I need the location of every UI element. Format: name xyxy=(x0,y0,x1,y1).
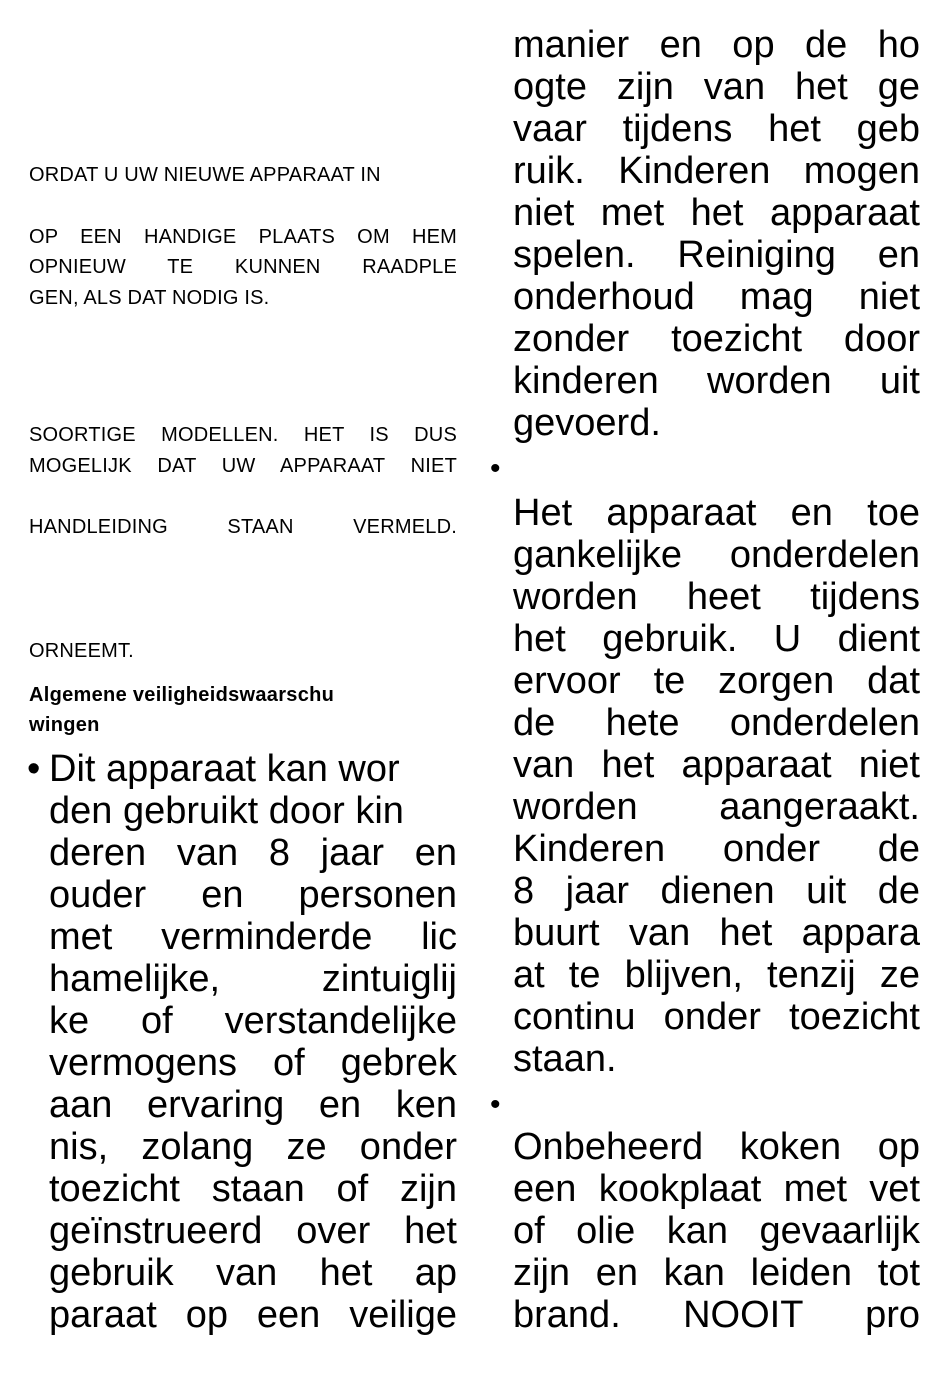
continuation-line: manier en op de ho xyxy=(513,24,920,66)
bullet-text-line: met verminderde lic xyxy=(49,916,457,958)
fragment-line: ORNEEMT. xyxy=(29,640,134,662)
bullet-text-line: 8 jaar dienen uit de xyxy=(513,870,920,912)
bullet-text-line: den gebruikt door kin xyxy=(49,790,404,832)
continuation-line: kinderen worden uit xyxy=(513,360,920,402)
bullet-text-line: de hete onderdelen xyxy=(513,702,920,744)
bullet-text-line: toezicht staan of zijn xyxy=(49,1168,457,1210)
heading-line: Algemene veiligheidswaarschu xyxy=(29,684,335,706)
bullet-text-line: continu onder toezicht xyxy=(513,996,920,1038)
bullet-text-line: hamelijke, zintuiglij xyxy=(49,958,457,1000)
bullet-text-line: zijn en kan leiden tot xyxy=(513,1252,920,1294)
continuation-line: onderhoud mag niet xyxy=(513,276,920,318)
bullet-text-line: staan. xyxy=(513,1038,617,1080)
bullet-text-line: nis, zolang ze onder xyxy=(49,1126,457,1168)
fragment-line: HANDLEIDING STAAN VERMELD. xyxy=(29,516,457,538)
continuation-line: ruik. Kinderen mogen xyxy=(513,150,920,192)
continuation-line: niet met het apparaat xyxy=(513,192,920,234)
fragment-line: OPNIEUW TE KUNNEN RAADPLE xyxy=(29,256,457,278)
continuation-line: ogte zijn van het ge xyxy=(513,66,920,108)
continuation-line: vaar tijdens het geb xyxy=(513,108,920,150)
bullet-icon: • xyxy=(27,748,41,790)
bullet-text-line: gebruik van het ap xyxy=(49,1252,457,1294)
bullet-text-line: Dit apparaat kan wor xyxy=(49,748,400,790)
continuation-line: spelen. Reiniging en xyxy=(513,234,920,276)
bullet-icon: • xyxy=(490,452,501,485)
bullet-text-line: ervoor te zorgen dat xyxy=(513,660,920,702)
bullet-icon: • xyxy=(490,1088,501,1121)
bullet-text-line: Kinderen onder de xyxy=(513,828,920,870)
fragment-line: SOORTIGE MODELLEN. HET IS DUS xyxy=(29,424,457,446)
fragment-line: GEN, ALS DAT NODIG IS. xyxy=(29,287,270,309)
bullet-text-line: at te blijven, tenzij ze xyxy=(513,954,920,996)
bullet-text-line: buurt van het appara xyxy=(513,912,920,954)
bullet-text-line: deren van 8 jaar en xyxy=(49,832,457,874)
bullet-text-line: Het apparaat en toe xyxy=(513,492,920,534)
fragment-line: OP EEN HANDIGE PLAATS OM HEM xyxy=(29,226,457,248)
continuation-line: zonder toezicht door xyxy=(513,318,920,360)
fragment-line: ORDAT U UW NIEUWE APPARAAT IN xyxy=(29,164,381,186)
bullet-text-line: ke of verstandelijke xyxy=(49,1000,457,1042)
bullet-text-line: gankelijke onderdelen xyxy=(513,534,920,576)
bullet-text-line: aan ervaring en ken xyxy=(49,1084,457,1126)
bullet-text-line: geïnstrueerd over het xyxy=(49,1210,457,1252)
bullet-text-line: worden aangeraakt. xyxy=(513,786,920,828)
bullet-text-line: of olie kan gevaarlijk xyxy=(513,1210,920,1252)
fragment-line: MOGELIJK DAT UW APPARAAT NIET xyxy=(29,455,457,477)
bullet-text-line: vermogens of gebrek xyxy=(49,1042,457,1084)
bullet-text-line: paraat op een veilige xyxy=(49,1294,457,1336)
bullet-text-line: ouder en personen xyxy=(49,874,457,916)
continuation-line: gevoerd. xyxy=(513,402,661,444)
bullet-text-line: een kookplaat met vet xyxy=(513,1168,920,1210)
bullet-text-line: van het apparaat niet xyxy=(513,744,920,786)
section-heading xyxy=(29,680,457,740)
bullet-text-line: Onbeheerd koken op xyxy=(513,1126,920,1168)
heading-line: wingen xyxy=(29,714,100,736)
bullet-text-line: worden heet tijdens xyxy=(513,576,920,618)
bullet-text-line: brand. NOOIT pro xyxy=(513,1294,920,1336)
bullet-text-line: het gebruik. U dient xyxy=(513,618,920,660)
